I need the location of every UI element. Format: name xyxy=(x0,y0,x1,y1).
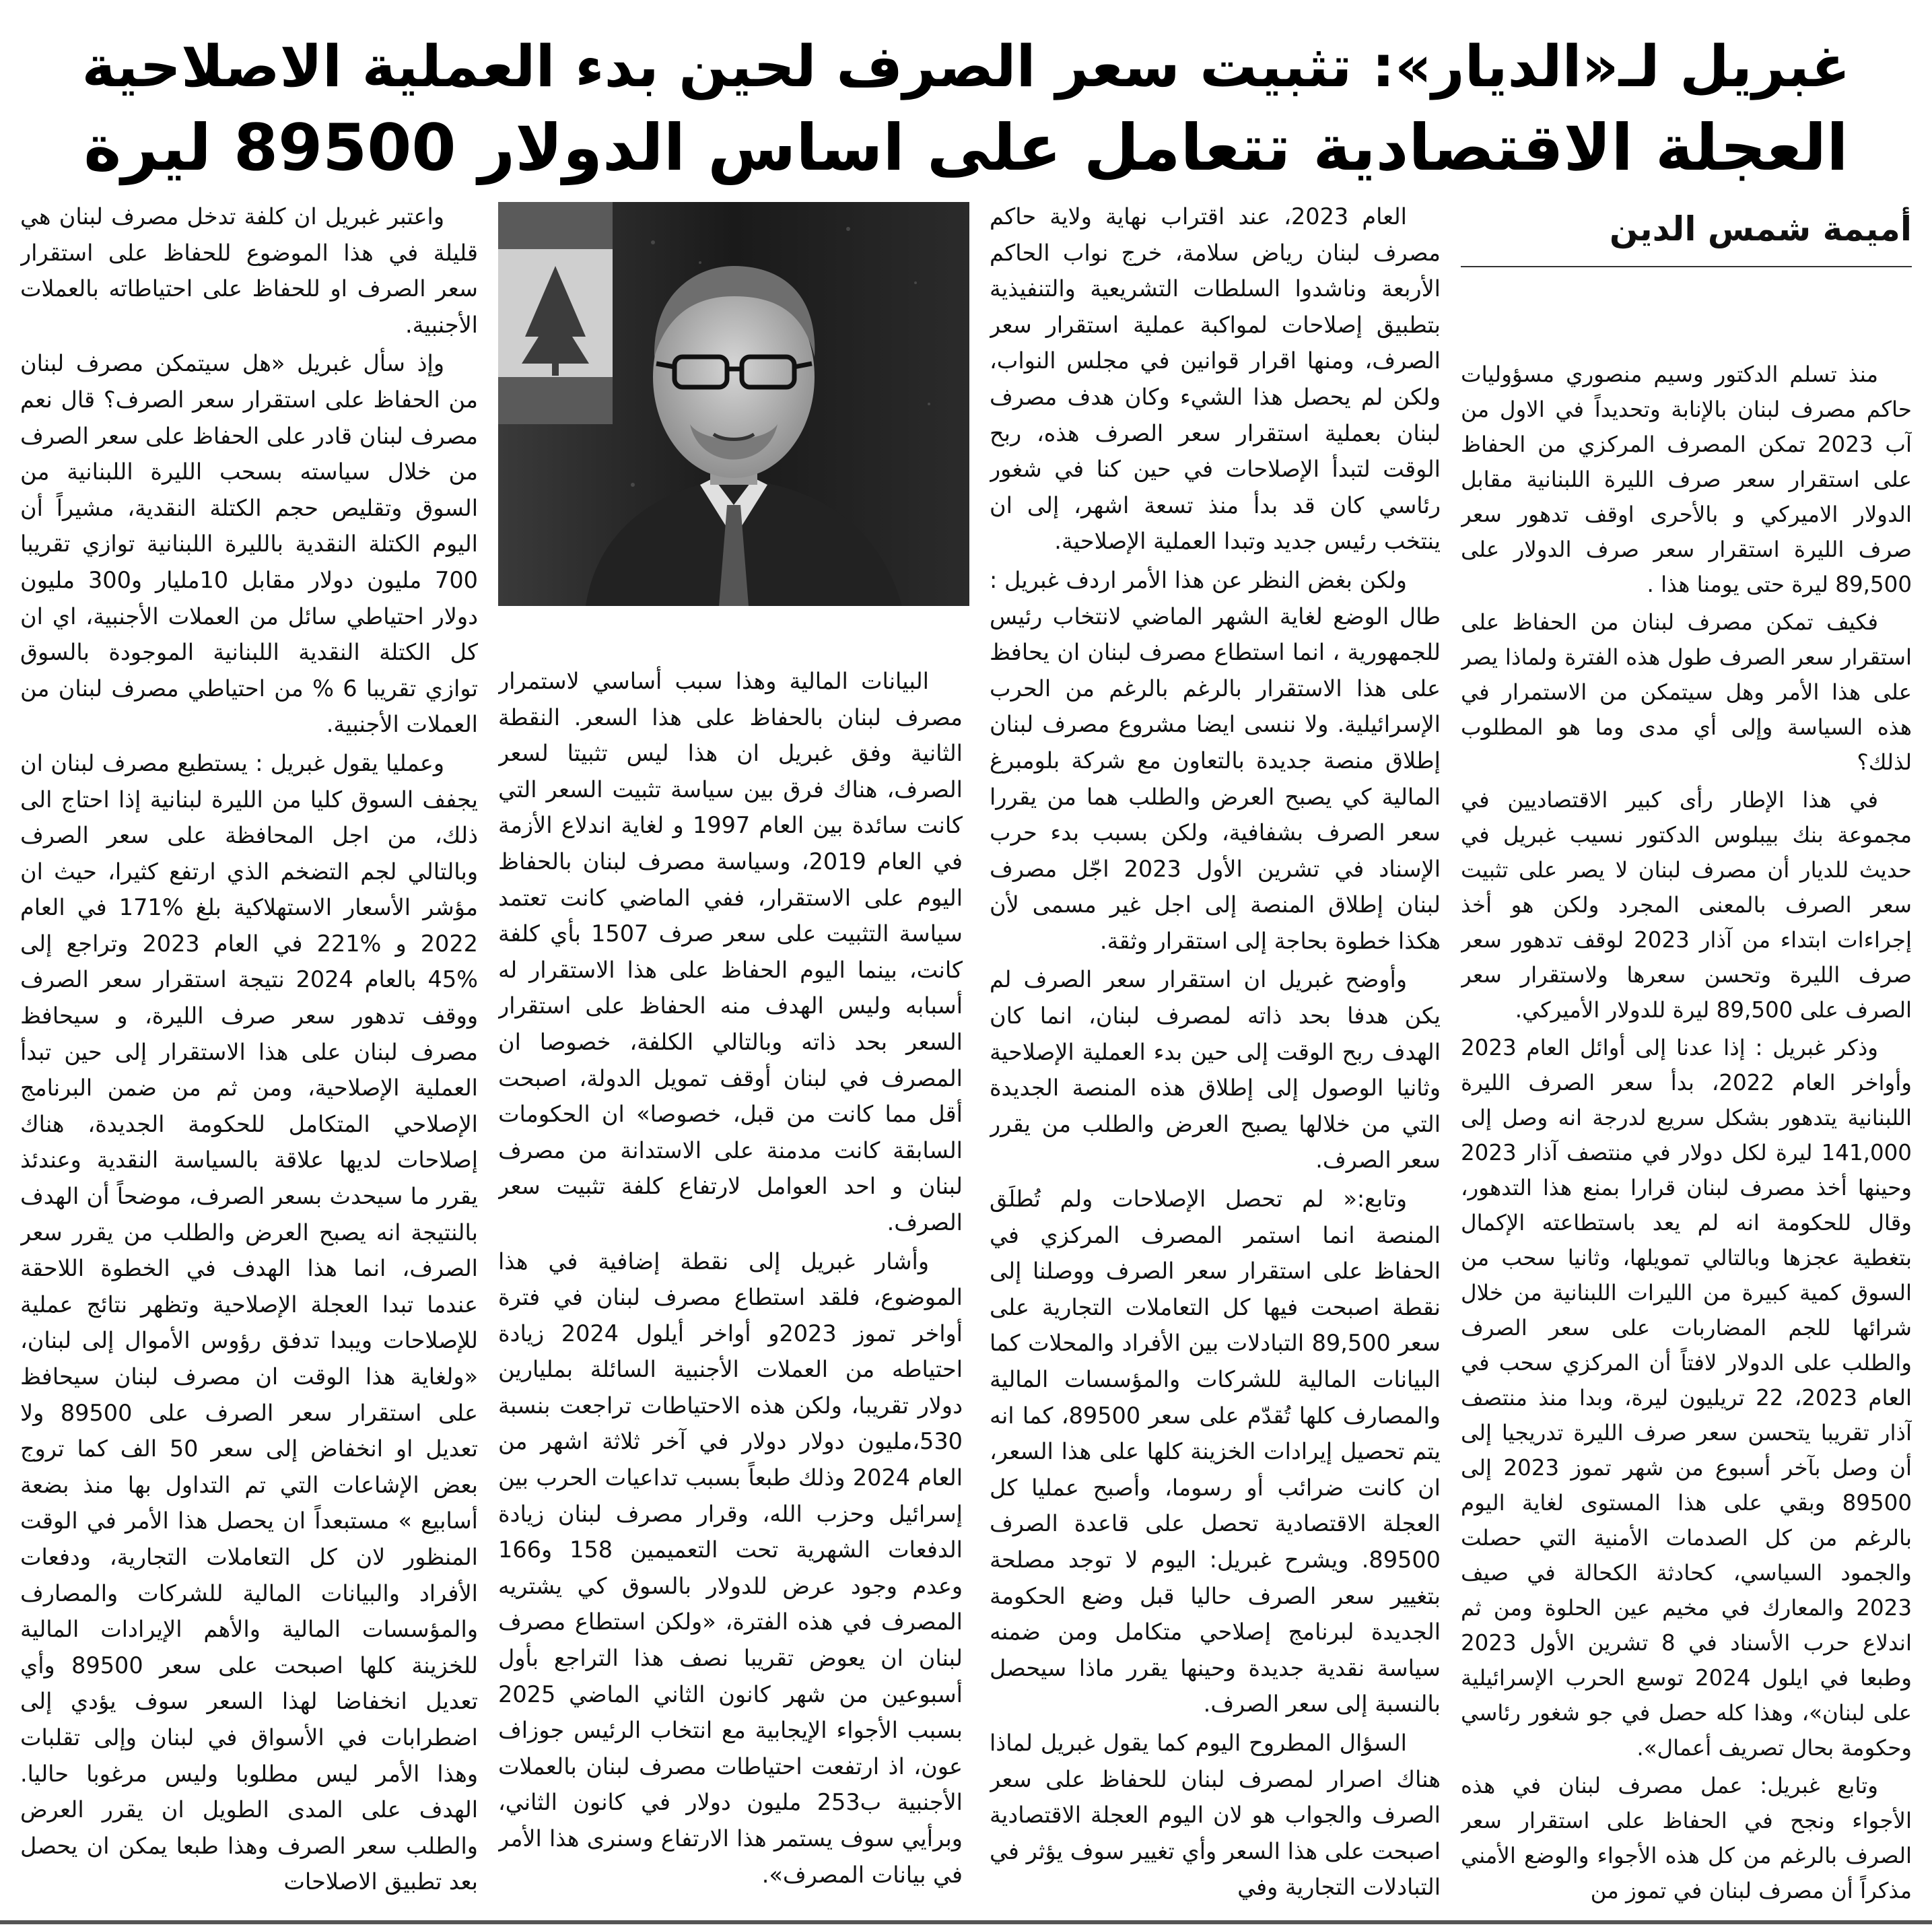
paragraph: وعمليا يقول غبريل : يستطيع مصرف لبنان ان يجفف السوق كليا من الليرة لبنانية إذا احتاج الى ذلك، من اجل المحافظة على سعر الصرف وبالتالي لجم التضخم الذي ارتفع كثيرا، حيث ان مؤشر الأسعار الاستهلاكية بلغ %171 في العام 2022 و %221 في العام 2023 وتراجع إلى %45 بالعام 2024 نتيجة استقرار سعر الصرف ووقف تدهور سعر صرف الليرة، و سيحافظ مصرف لبنان على هذا الاستقرار إلى حين تبدأ العملية الإصلاحية، ومن ثم من ضمن البرنامج الإصلاحي المتكامل للحكومة الجديدة، هناك إصلاحات لديها علاقة بالسياسة النقدية وعندئذ يقرر ما سيحدث بسعر الصرف، موضحاً أن الهدف بالنتيجة انه يصبح العرض والطلب من يقرر سعر الصرف، انما هذا الهدف في الخطوة اللاحقة عندما تبدا العجلة الإصلاحية وتظهر نتائج عملية للإصلاحات ويبدا تدفق رؤوس الأموال إلى لبنان، «ولغاية هذا الوقت ان مصرف لبنان سيحافظ على استقرار سعر الصرف على 89500 ولا تعديل او انخفاض إلى سعر 50 الف كما تروج بعض الإشاعات التي تم التداول بها منذ بضعة أسابيع » مستبعداً ان يحصل هذا الأمر في الوقت المنظور لان كل التعاملات التجارية، ودفعات الأفراد والبيانات المالية للشركات والمصارف والمؤسسات المالية والأهم الإيرادات المالية للخزينة كلها اصبحت على سعر 89500 وأي تعديل انخفاضا لهذا السعر سوف يؤدي إلى اضطرابات في الأسواق في لبنان وإلى تقلبات وهذا الأمر ليس مطلوبا وليس مرغوبا حاليا. الهدف على المدى الطويل ان يقرر العرض والطلب سعر الصرف وهذا طبعا يمكن ان يحصل بعد تطبيق الاصلاحات xyxy=(20,749,478,1895)
author-byline: أميمة شمس الدين xyxy=(1609,209,1912,248)
paragraph: وأوضح غبريل ان استقرار سعر الصرف لم يكن هدفا بحد ذاته لمصرف لبنان، انما كان الهدف ربح الوقت إلى حين بدء العملية الإصلاحية وثانيا الوصول إلى إطلاق هذه المنصة الجديدة التي من خلالها يصبح العرض والطلب من يقرر سعر الصرف. xyxy=(990,966,1441,1174)
paragraph: منذ تسلم الدكتور وسيم منصوري مسؤوليات حاكم مصرف لبنان بالإنابة وتحديداً في الاول من آب 2023 تمكن المصرف المركزي من الحفاظ على استقرار سعر صرف الليرة اللبنانية مقابل الدولار الاميركي و بالأحرى اوقف تدهور سعر صرف الليرة استقرار سعر صرف الدولار على 89,500 ليرة حتى يومنا هذا . xyxy=(1461,362,1912,597)
article-column-3 xyxy=(498,663,963,1912)
paragraph: وتابع غبريل: عمل مصرف لبنان في هذه الأجواء ونجح في الحفاظ على استقرار سعر الصرف بالرغم من كل هذه الأجواء والوضع الأمني مذكراً أن مصرف لبنان في تموز من xyxy=(1461,1773,1912,1903)
article-column-2 xyxy=(990,199,1441,1912)
article-column-1 xyxy=(1461,357,1912,1912)
paragraph: السؤال المطروح اليوم كما يقول غبريل لماذا هناك اصرار لمصرف لبنان للحفاظ على سعر الصرف والجواب هو لان اليوم العجلة الاقتصادية اصبحت على هذا السعر وأي تغيير سوف يؤثر في التبادلات التجارية وفي xyxy=(990,1729,1441,1901)
paragraph: واعتبر غبريل ان كلفة تدخل مصرف لبنان هي قليلة في هذا الموضوع للحفاظ على استقرار سعر الصرف او للحفاظ على احتياطاته بالعملات الأجنبية. xyxy=(20,203,478,338)
paragraph: وذكر غبريل : إذا عدنا إلى أوائل العام 2023 وأواخر العام 2022، بدأ سعر الصرف الليرة اللبنانية يتدهور بشكل سريع لدرجة انه وصل إلى 141,000 ليرة لكل دولار في منتصف آذار 2023 وحينها أخذ مصرف لبنان قرارا بمنع هذا التدهور، وقال للحكومة انه لم يعد باستطاعته الإكمال بتغطية عجزها وبالتالي تمويلها، وثانيا سحب من السوق كمية كبيرة من الليرات اللبنانية من خلال شرائها للجم المضاربات على سعر الصرف والطلب على الدولار لافتاً أن المركزي سحب في العام 2023، 22 تريليون ليرة، وبدا منذ منتصف آذار تقريبا يتحسن سعر صرف الليرة تدريجيا إلى أن وصل بآخر أسبوع من شهر تموز 2023 إلى 89500 وبقي على هذا المستوى لغاية اليوم بالرغم من كل الصدمات الأمنية التي حصلت والجمود السياسي، كحادثة الكحالة في صيف 2023 والمعارك في مخيم عين الحلوة ومن ثم اندلاع حرب الأسناد في 8 تشرين الأول 2023 وطبعا في ايلول 2024 توسع الحرب الإسرائيلية على لبنان»، وهذا كله حصل في جو شغور رئاسي وحكومة بحال تصريف أعمال». xyxy=(1461,1035,1912,1761)
paragraph: وأشار غبريل إلى نقطة إضافية في هذا الموضوع، فلقد استطاع مصرف لبنان في فترة أواخر تموز 2023و أواخر أيلول 2024 زيادة احتياطه من العملات الأجنبية السائلة بمليارين دولار تقريبا، ولكن هذه الاحتياطات تراجعت بنسبة 530،مليون دولار دولار في آخر ثلاثة اشهر من العام 2024 وذلك طبعاً بسبب تداعيات الحرب بين إسرائيل وحزب الله، وقرار مصرف لبنان زيادة الدفعات الشهرية تحت التعميمين 158 و166 وعدم وجود عرض للدولار بالسوق كي يشتريه المصرف في هذه الفترة، «ولكن استطاع مصرف لبنان ان يعوض تقريبا نصف هذا التراجع بأول أسبوعين من شهر كانون الثاني الماضي 2025 بسبب الأجواء الإيجابية مع انتخاب الرئيس جوزاف عون، اذ ارتفعت احتياطات مصرف لبنان بالعملات الأجنبية ب253 مليون دولار في كانون الثاني، وبرأيي سوف يستمر هذا الارتفاع وسنرى هذا الأمر في بيانات المصرف». xyxy=(498,1248,963,1888)
portrait-photo xyxy=(498,202,969,606)
paragraph: ولكن بغض النظر عن هذا الأمر اردف غبريل : طال الوضع لغاية الشهر الماضي لانتخاب رئيس للجمهورية ، انما استطاع مصرف لبنان ان يحافظ على هذا الاستقرار بالرغم بالرغم من الحرب الإسرائيلية. ولا ننسى ايضا مشروع مصرف لبنان إطلاق منصة جديدة بالتعاون مع شركة بلومبرغ المالية كي يصبح العرض والطلب هما من يقررا سعر الصرف بشفافية، ولكن بسبب بدء حرب الإسناد في تشرين الأول 2023 اجّل مصرف لبنان إطلاق المنصة إلى اجل غير مسمى لأن هكذا خطوة بحاجة إلى استقرار وثقة. xyxy=(990,566,1441,954)
headline-line-1: غبريل لـ«الديار»: تثبيت سعر الصرف لحين بدء العملية الاصلاحية xyxy=(81,34,1851,100)
page-bottom-rule xyxy=(0,1920,1932,1924)
article-column-4 xyxy=(20,199,478,1912)
paragraph: العام 2023، عند اقتراب نهاية ولاية حاكم مصرف لبنان رياض سلامة، خرج نواب الحاكم الأربعة وناشدوا السلطات التشريعية والتنفيذية بتطبيق إصلاحات لمواكبة عملية استقرار سعر الصرف، ومنها اقرار قوانين في مجلس النواب، ولكن لم يحصل هذا الشيء وكان هدف مصرف لبنان بعملية استقرار سعر الصرف هذه، ربح الوقت لتبدأ الإصلاحات في حين كنا في شغور رئاسي كان قد بدأ منذ تسعة اشهر، إلى ان ينتخب رئيس جديد وتبدا العملية الإصلاحية. xyxy=(990,203,1441,555)
byline-divider xyxy=(1461,266,1912,267)
paragraph: وتابع:« لم تحصل الإصلاحات ولم تُطلَق المنصة انما استمر المصرف المركزي في الحفاظ على استقرار سعر الصرف ووصلنا إلى نقطة اصبحت فيها كل التعاملات التجارية على سعر 89,500 التبادلات بين الأفراد والمحلات كما البيانات المالية للشركات والمؤسسات المالية والمصارف كلها تُقدّم على سعر 89500، كما انه يتم تحصيل إيرادات الخزينة كلها على هذا السعر، ان كانت ضرائب أو رسوما، وأصبح عمليا كل العجلة الاقتصادية تحصل على قاعدة الصرف 89500. ويشرح غبريل: اليوم لا توجد مصلحة بتغيير سعر الصرف حاليا قبل وضع الحكومة الجديدة لبرنامج إصلاحي متكامل ومن ضمنه سياسة نقدية جديدة وحينها يقرر ماذا سيحصل بالنسبة إلى سعر الصرف. xyxy=(990,1186,1441,1718)
paragraph: في هذا الإطار رأى كبير الاقتصاديين في مجموعة بنك بيبلوس الدكتور نسيب غبريل في حديث للديار أن مصرف لبنان لا يصر على تثبيت سعر الصرف بالمعنى المجرد ولكن هو أخذ إجراءات ابتداء من آذار 2023 لوقف تدهور سعر صرف الليرة وتحسن سعرها ولاستقرار سعر الصرف على 89,500 ليرة للدولار الأميركي. xyxy=(1461,787,1912,1023)
paragraph: فكيف تمكن مصرف لبنان من الحفاظ على استقرار سعر الصرف طول هذه الفترة ولماذا يصر على هذا الأمر وهل سيتمكن من الاستمرار في هذه السياسة وإلى أي مدى وما هو المطلوب لذلك؟ xyxy=(1461,609,1912,775)
headline-line-2: العجلة الاقتصادية تتعامل على اساس الدولار 89500 ليرة xyxy=(83,111,1849,185)
lebanese-flag-cedar-icon xyxy=(498,202,613,424)
paragraph: وإذ سأل غبريل «هل سيتمكن مصرف لبنان من الحفاظ على استقرار سعر الصرف؟ قال نعم مصرف لبنان قادر على الحفاظ على سعر الصرف من خلال سياسته بسحب الليرة اللبنانية من السوق وتقليص حجم الكتلة النقدية، مشيراً أن اليوم الكتلة النقدية بالليرة اللبنانية توازي تقريبا 700 مليون دولار مقابل 10مليار و300 مليون دولار احتياطي سائل من العملات الأجنبية، اي ان كل الكتلة النقدية اللبنانية الموجودة بالسوق توازي تقريبا 6 % من احتياطي مصرف لبنان من العملات الأجنبية. xyxy=(20,350,478,738)
paragraph: البيانات المالية وهذا سبب أساسي لاستمرار مصرف لبنان بالحفاظ على هذا السعر. النقطة الثانية وفق غبريل ان هذا ليس تثبيتا لسعر الصرف، هناك فرق بين سياسة تثبيت السعر التي كانت سائدة بين العام 1997 و لغاية اندلاع الأزمة في العام 2019، وسياسة مصرف لبنان بالحفاظ اليوم على الاستقرار، ففي الماضي كانت تعتمد سياسة التثبيت على سعر صرف 1507 بأي كلفة كانت، بينما اليوم الحفاظ على هذا الاستقرار له أسبابه وليس الهدف منه الحفاظ على استقرار السعر بحد ذاته وبالتالي الكلفة، خصوصا ان المصرف في لبنان أوقف تمويل الدولة، اصبحت أقل مما كانت من قبل، خصوصا» ان الحكومات السابقة كانت مدمنة على الاستدانة من مصرف لبنان و احد العوامل لارتفاع كلفة تثبيت سعر الصرف. xyxy=(498,668,963,1236)
